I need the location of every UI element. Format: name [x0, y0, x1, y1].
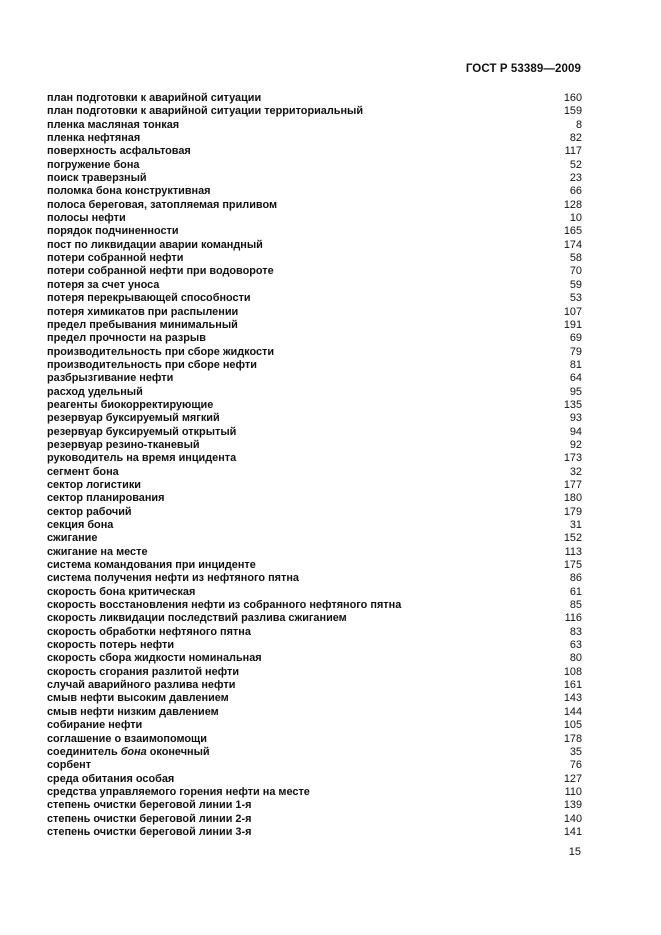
index-entry: [47, 199, 583, 212]
index-entry: [47, 132, 583, 145]
index-term: резервуар буксируемый открытый: [47, 425, 237, 438]
index-term: предел пребывания минимальный: [47, 318, 238, 331]
index-page-number: 35: [569, 745, 582, 758]
index-term-italic-part: бона: [120, 745, 147, 758]
index-term: среда обитания особая: [47, 772, 175, 785]
index-term: сектор рабочий: [47, 505, 132, 518]
index-term: сектор планирования: [47, 492, 165, 505]
index-term: потеря перекрывающей способности: [47, 292, 251, 305]
index-term: степень очистки береговой линии 2-я: [47, 812, 252, 825]
index-page-number: 93: [569, 412, 582, 425]
index-entry: [47, 719, 583, 732]
index-entry: [47, 319, 583, 332]
index-page-number: 165: [563, 225, 582, 238]
index-page-number: 64: [569, 372, 582, 385]
index-term: степень очистки береговой линии 1-я: [47, 799, 252, 812]
index-page-number: 53: [569, 292, 582, 305]
index-page-number: 107: [563, 305, 582, 318]
index-entry: [47, 105, 583, 118]
index-term: пост по ликвидации аварии командный: [47, 238, 263, 251]
index-term: производительность при сборе жидкости: [47, 345, 275, 358]
index-term: руководитель на время инцидента: [47, 452, 237, 465]
index-term: разбрызгивание нефти: [47, 372, 174, 385]
index-page-number: 152: [563, 532, 582, 545]
index-term: скорость потерь нефти: [47, 639, 175, 652]
index-term: собирание нефти: [47, 719, 143, 732]
index-page-number: 58: [569, 252, 582, 265]
index-term: скорость ликвидации последствий разлива сжиганием: [47, 612, 347, 625]
index-page-number: 82: [569, 132, 582, 145]
index-term: секция бона: [47, 519, 114, 531]
index-entry: [47, 359, 583, 372]
index-page-number: 139: [563, 799, 582, 812]
index-page-number: 179: [563, 505, 582, 518]
index-entry: [47, 506, 583, 519]
index-entry: [47, 92, 583, 105]
index-page-number: 110: [564, 785, 582, 798]
index-entry: [47, 399, 583, 412]
index-entry: [47, 759, 583, 772]
index-page-number: 94: [569, 425, 582, 438]
index-term: сжигание: [47, 532, 98, 545]
index-term: производительность при сборе нефти: [47, 358, 257, 371]
index-page-number: 173: [563, 452, 582, 465]
index-entry: [47, 612, 583, 625]
index-page-number: 83: [569, 625, 582, 638]
index-page-number: 63: [569, 639, 582, 652]
index-entry: [47, 292, 583, 305]
index-entry: [47, 519, 583, 532]
index-term: скорость восстановления нефти из собранного нефтяного пятна: [47, 599, 402, 612]
index-page-number: 66: [569, 185, 582, 198]
index-entry: [47, 532, 583, 545]
index-term-part: соединитель: [47, 745, 121, 758]
index-entry: [47, 799, 583, 812]
index-term: потери собранной нефти при водовороте: [47, 265, 274, 278]
index-term: система командования при инциденте: [47, 559, 256, 572]
index-page-number: 81: [569, 358, 582, 371]
index-term: сегмент бона: [47, 465, 119, 478]
index-term-part: оконечный: [146, 745, 210, 758]
index-page-number: 31: [569, 519, 582, 531]
index-page-number: 178: [563, 732, 582, 745]
page-number: 15: [568, 846, 581, 858]
index-term: скорость сгорания разлитой нефти: [47, 665, 240, 678]
index-page-number: 108: [563, 665, 582, 678]
index-entry: [47, 212, 583, 225]
index-page-number: 127: [563, 772, 582, 785]
index-term: система получения нефти из нефтяного пятна: [47, 572, 299, 585]
index-page-number: 52: [569, 158, 582, 171]
index-page-number: 174: [563, 238, 582, 251]
index-entry: [47, 439, 583, 452]
index-page-number: 161: [563, 679, 582, 692]
index-page-number: 143: [563, 692, 582, 705]
index-page-number: 59: [569, 278, 582, 291]
index-entry: [47, 546, 583, 559]
index-entry: [47, 225, 583, 238]
index-term: план подготовки к аварийной ситуации: [47, 92, 262, 104]
index-entry: [47, 265, 583, 278]
index-term: погружение бона: [47, 158, 140, 171]
index-term: средства управляемого горения нефти на месте: [47, 785, 310, 798]
index-term: полосы нефти: [47, 212, 126, 225]
index-page-number: 79: [569, 345, 582, 358]
index-entry: [47, 492, 583, 505]
index-term: потери собранной нефти: [47, 252, 184, 265]
index-entry: [47, 639, 583, 652]
index-entry: [47, 119, 583, 132]
index-term: пленка нефтяная: [47, 132, 141, 145]
index-term: соглашение о взаимопомощи: [47, 732, 207, 745]
index-entry: [47, 666, 583, 679]
index-entry: [47, 159, 583, 172]
index-page-number: 140: [563, 812, 582, 825]
index-term: резервуар буксируемый мягкий: [47, 412, 220, 425]
index-term: полоса береговая, затопляемая приливом: [47, 198, 278, 211]
index-entry: [47, 306, 583, 319]
index-page-number: 116: [564, 612, 582, 625]
index-entry: [47, 386, 583, 399]
index-page-number: 69: [569, 332, 582, 345]
index-page-number: 80: [569, 652, 582, 665]
index-entry: [47, 692, 583, 705]
index-page-number: 95: [569, 385, 582, 398]
index-entry: [47, 346, 583, 359]
index-entry: [47, 586, 583, 599]
index-term: порядок подчиненности: [47, 225, 179, 238]
index-entry: [47, 599, 583, 612]
index-entry: [47, 626, 583, 639]
index-page-number: 10: [569, 212, 582, 225]
index-entry: [47, 733, 583, 746]
index-page-number: 70: [569, 265, 582, 278]
index-page-number: 144: [563, 705, 582, 718]
index-entry: [47, 706, 583, 719]
index-term: план подготовки к аварийной ситуации территориальный: [47, 105, 364, 118]
index-entry: [47, 679, 583, 692]
index-page-number: 32: [569, 465, 582, 478]
index-term: смыв нефти низким давлением: [47, 705, 219, 718]
index-page-number: 76: [569, 759, 582, 772]
index-page-number: 141: [563, 825, 582, 838]
index-entry: [47, 746, 583, 759]
index-entry: [47, 813, 583, 826]
index-page-number: 92: [569, 438, 582, 451]
index-term: случай аварийного разлива нефти: [47, 679, 236, 692]
index-entry: [47, 172, 583, 185]
index-term: скорость сбора жидкости номинальная: [47, 652, 262, 665]
index-entry: [47, 279, 583, 292]
document-header: ГОСТ Р 53389—2009: [465, 63, 581, 75]
index-entry: [47, 252, 583, 265]
index-term: поиск траверзный: [47, 172, 147, 185]
index-page-number: 128: [563, 198, 582, 211]
index-term: поломка бона конструктивная: [47, 185, 211, 198]
index-entry: [47, 786, 583, 799]
index-term: реагенты биокорректирующие: [47, 398, 214, 411]
index-term: скорость бона критическая: [47, 585, 196, 598]
index-page-number: 117: [564, 145, 582, 158]
index-page-number: 86: [569, 572, 582, 585]
index-term: скорость обработки нефтяного пятна: [47, 625, 251, 638]
index-page-number: 180: [563, 492, 582, 505]
index-page-number: 23: [569, 172, 582, 185]
index-term: поверхность асфальтовая: [47, 145, 191, 158]
index-entry: [47, 452, 583, 465]
index-page-number: 191: [563, 318, 582, 331]
index-term: потеря за счет уноса: [47, 278, 160, 291]
index-entry: [47, 412, 583, 425]
index-page-number: 85: [569, 599, 582, 612]
index-page-number: 177: [563, 478, 582, 491]
index-entry: [47, 559, 583, 572]
index-entry: [47, 239, 583, 252]
index-term: пленка масляная тонкая: [47, 118, 180, 131]
index-term: [47, 746, 210, 759]
index-page-number: 105: [563, 719, 582, 732]
index-page-number: 113: [564, 545, 582, 558]
index-entry: [47, 426, 583, 439]
index-page-number: 135: [563, 398, 582, 411]
index-entry: [47, 479, 583, 492]
index-term: сорбент: [47, 759, 92, 772]
index-entry: [47, 372, 583, 385]
index-entry: [47, 652, 583, 665]
index-page-number: 61: [569, 585, 582, 598]
index-entry: [47, 185, 583, 198]
index-entry: [47, 826, 583, 839]
index-entry: [47, 145, 583, 158]
index-term: смыв нефти высоким давлением: [47, 692, 229, 705]
index-page-number: 8: [575, 118, 582, 131]
index-term: сжигание на месте: [47, 545, 148, 558]
index-page-number: 159: [563, 105, 582, 118]
index-term: сектор логистики: [47, 478, 141, 491]
index-term: расход удельный: [47, 385, 143, 398]
index-entry: [47, 332, 583, 345]
index-entry: [47, 773, 583, 786]
alphabetical-index: [47, 92, 583, 839]
index-term: потеря химикатов при распылении: [47, 305, 239, 318]
index-term: резервуар резино-тканевый: [47, 438, 200, 451]
index-entry: [47, 572, 583, 585]
index-page-number: 175: [563, 559, 582, 572]
index-term: предел прочности на разрыв: [47, 332, 206, 345]
index-term: степень очистки береговой линии 3-я: [47, 825, 252, 838]
index-entry: [47, 466, 583, 479]
index-page-number: 160: [563, 92, 582, 104]
